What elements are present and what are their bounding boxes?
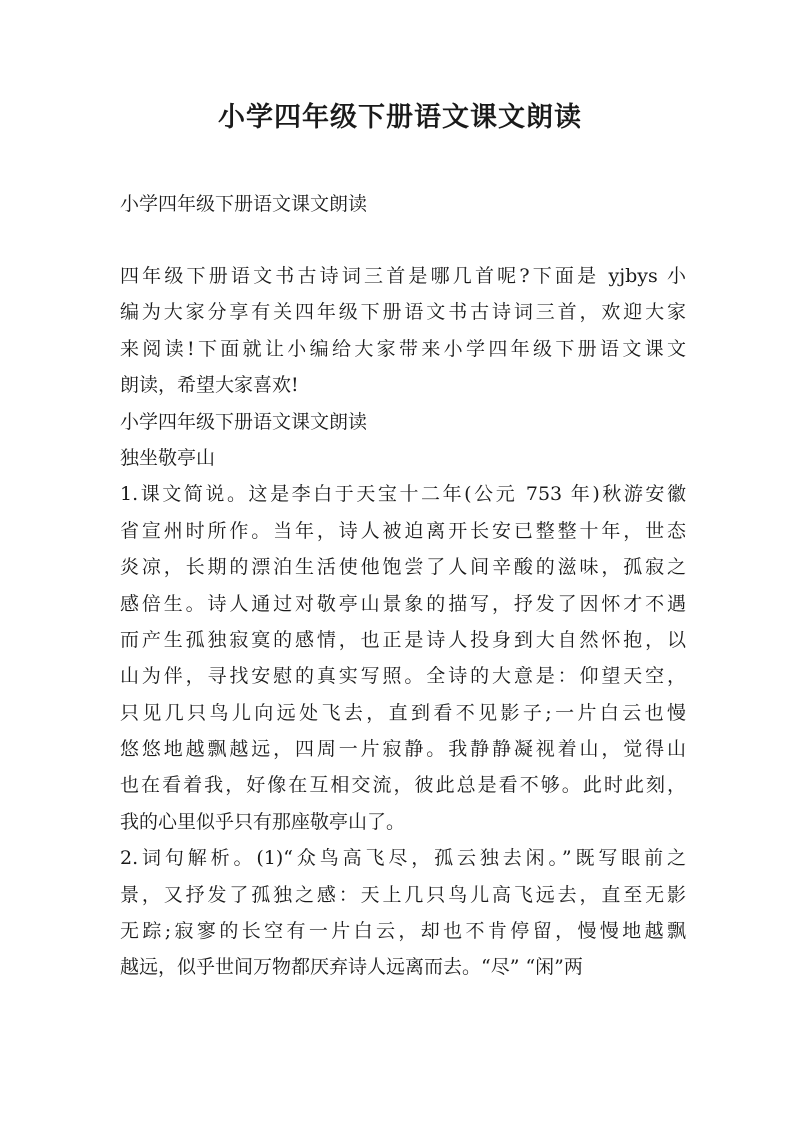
paragraph-line: 小学四年级下册语文课文朗读 — [120, 410, 368, 433]
paragraph-line: 越远，似乎世间万物都厌弃诗人远离而去。“尽” “闲”两 — [120, 956, 583, 979]
paragraph-line: 炎凉，长期的漂泊生活使他饱尝了人间辛酸的滋味，孤寂之 — [120, 556, 686, 579]
paragraph-line: 而产生孤独寂寞的感情，也正是诗人投身到大自然怀抱，以 — [120, 628, 686, 651]
document-subtitle: 小学四年级下册语文课文朗读 — [120, 193, 368, 215]
paragraph-line: 无踪;寂寥的长空有一片白云，却也不肯停留，慢慢地越飘 — [120, 920, 686, 943]
paragraph-line: 朗读，希望大家喜欢! — [120, 374, 299, 397]
paragraph-line: 2.词句解析。(1)“众鸟高飞尽，孤云独去闲。”既写眼前之 — [120, 847, 686, 870]
paragraph-line: 景，又抒发了孤独之感：天上几只鸟儿高飞远去，直至无影 — [120, 883, 686, 906]
paragraph-line: 我的心里似乎只有那座敬亭山了。 — [120, 810, 406, 833]
paragraph-line: 山为伴，寻找安慰的真实写照。全诗的大意是：仰望天空， — [120, 665, 686, 688]
document-title: 小学四年级下册语文课文朗读 — [218, 102, 582, 133]
paragraph-line: 感倍生。诗人通过对敬亭山景象的描写，抒发了因怀才不遇 — [120, 592, 686, 615]
paragraph-line: 也在看着我，好像在互相交流，彼此总是看不够。此时此刻， — [120, 774, 686, 797]
paragraph-line: 1.课文简说。这是李白于天宝十二年(公元 753 年)秋游安徽 — [120, 483, 686, 506]
document-body — [120, 258, 686, 986]
paragraph-line: 悠悠地越飘越远，四周一片寂静。我静静凝视着山，觉得山 — [120, 738, 686, 761]
paragraph-line: 来阅读!下面就让小编给大家带来小学四年级下册语文课文 — [120, 337, 686, 360]
paragraph-line: 只见几只鸟儿向远处飞去，直到看不见影子;一片白云也慢 — [120, 701, 686, 724]
paragraph-line: 四年级下册语文书古诗词三首是哪几首呢?下面是 yjbys 小 — [120, 265, 686, 287]
paragraph-line: 省宣州时所作。当年，诗人被迫离开长安已整整十年，世态 — [120, 519, 686, 542]
paragraph-line: 编为大家分享有关四年级下册语文书古诗词三首，欢迎大家 — [120, 301, 686, 324]
paragraph-line: 独坐敬亭山 — [120, 446, 216, 469]
